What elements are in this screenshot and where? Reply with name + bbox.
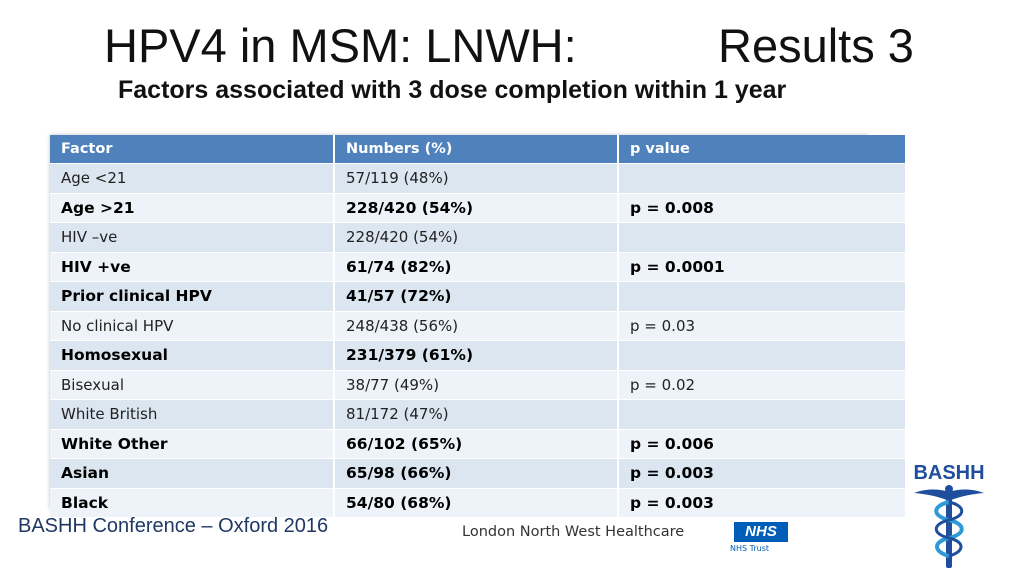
header-p-value: p value (619, 135, 907, 164)
table-row (50, 282, 907, 312)
factor-cell: White British (50, 400, 335, 430)
trust-name: London North West Healthcare (462, 524, 685, 540)
title-left: HPV4 in MSM: LNWH: (104, 19, 577, 72)
table-row (50, 253, 907, 283)
numbers-cell: 57/119 (48%) (335, 164, 619, 194)
p-value-cell: p = 0.003 (619, 459, 907, 489)
p-value-cell (619, 341, 907, 371)
numbers-cell: 66/102 (65%) (335, 430, 619, 460)
numbers-cell: 248/438 (56%) (335, 312, 619, 342)
nhs-trust-label: NHS Trust (730, 544, 769, 553)
numbers-cell: 81/172 (47%) (335, 400, 619, 430)
bashh-logo-label: BASHH (913, 462, 985, 484)
p-value-cell (619, 400, 907, 430)
p-value-cell: p = 0.0001 (619, 253, 907, 283)
table-row (50, 312, 907, 342)
p-value-cell: p = 0.006 (619, 430, 907, 460)
table-body (50, 164, 907, 518)
table-row (50, 164, 907, 194)
numbers-cell: 228/420 (54%) (335, 223, 619, 253)
numbers-cell: 38/77 (49%) (335, 371, 619, 401)
factor-cell: HIV –ve (50, 223, 335, 253)
numbers-cell: 228/420 (54%) (335, 194, 619, 224)
results-table-container (50, 135, 868, 512)
table-row (50, 430, 907, 460)
p-value-cell: p = 0.008 (619, 194, 907, 224)
table-row (50, 223, 907, 253)
p-value-cell (619, 223, 907, 253)
numbers-cell: 65/98 (66%) (335, 459, 619, 489)
factor-cell: Black (50, 489, 335, 519)
header-numbers: Numbers (%) (335, 135, 619, 164)
table-row (50, 400, 907, 430)
table-row (50, 341, 907, 371)
numbers-cell: 41/57 (72%) (335, 282, 619, 312)
p-value-cell: p = 0.03 (619, 312, 907, 342)
title-right: Results 3 (718, 19, 914, 72)
factor-cell: Age <21 (50, 164, 335, 194)
bashh-logo (902, 462, 996, 570)
factor-cell: Asian (50, 459, 335, 489)
factor-cell: HIV +ve (50, 253, 335, 283)
p-value-cell: p = 0.003 (619, 489, 907, 519)
p-value-cell (619, 282, 907, 312)
slide-title (104, 10, 934, 74)
table-row (50, 459, 907, 489)
p-value-cell (619, 164, 907, 194)
factor-cell: Homosexual (50, 341, 335, 371)
factor-cell: Age >21 (50, 194, 335, 224)
trust-logo (462, 520, 792, 560)
table-row (50, 194, 907, 224)
table-row (50, 489, 907, 519)
slide-subtitle: Factors associated with 3 dose completion within 1 year (118, 76, 787, 104)
numbers-cell: 54/80 (68%) (335, 489, 619, 519)
factor-cell: No clinical HPV (50, 312, 335, 342)
factor-cell: Prior clinical HPV (50, 282, 335, 312)
numbers-cell: 61/74 (82%) (335, 253, 619, 283)
factor-cell: White Other (50, 430, 335, 460)
results-table (50, 135, 907, 518)
table-row (50, 371, 907, 401)
header-factor: Factor (50, 135, 335, 164)
p-value-cell: p = 0.02 (619, 371, 907, 401)
table-header-row (50, 135, 907, 164)
factor-cell: Bisexual (50, 371, 335, 401)
nhs-badge: NHS (734, 522, 788, 542)
conference-footer: BASHH Conference – Oxford 2016 (18, 515, 329, 537)
numbers-cell: 231/379 (61%) (335, 341, 619, 371)
caduceus-icon (902, 462, 996, 570)
